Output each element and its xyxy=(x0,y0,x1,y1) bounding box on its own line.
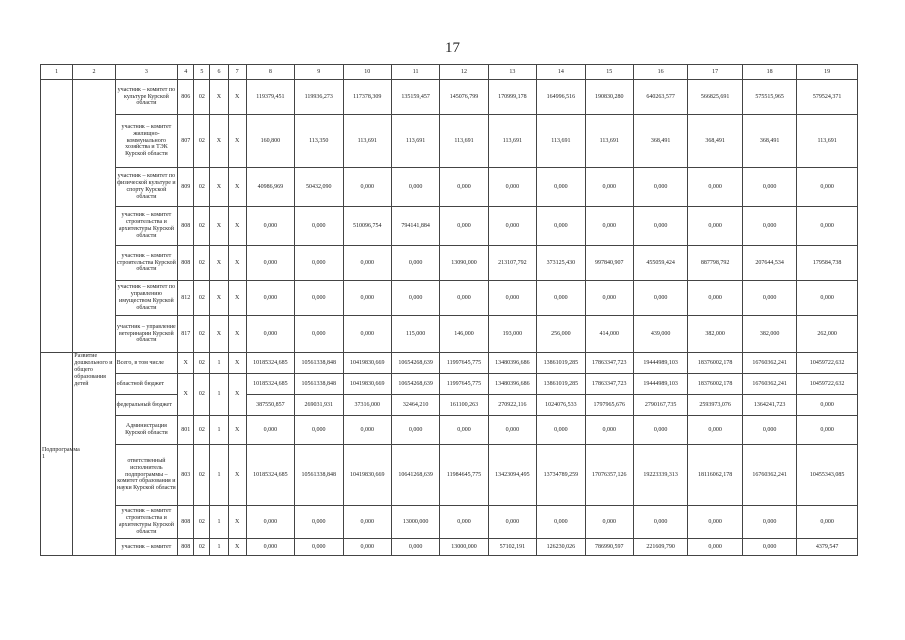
table-row xyxy=(41,316,858,353)
budget-table xyxy=(40,64,858,556)
value-cell: 0,000 xyxy=(742,281,796,316)
table-row xyxy=(41,168,858,207)
value-cell: 160,800 xyxy=(246,115,294,168)
value-cell: 0,000 xyxy=(742,416,796,445)
value-cell: 0,000 xyxy=(585,416,633,445)
header-cell: 7 xyxy=(228,65,246,80)
header-cell: 12 xyxy=(440,65,488,80)
table-row xyxy=(41,115,858,168)
value-cell: 13480396,686 xyxy=(488,374,536,395)
code-cell: Х xyxy=(178,374,194,416)
value-cell: 439,000 xyxy=(633,316,687,353)
value-cell: 0,000 xyxy=(440,281,488,316)
code-cell: 808 xyxy=(178,246,194,281)
value-cell: 113,691 xyxy=(391,115,439,168)
code-cell: 808 xyxy=(178,539,194,556)
value-cell: 113,691 xyxy=(797,115,858,168)
value-cell: 997840,907 xyxy=(585,246,633,281)
code-cell: Х xyxy=(228,168,246,207)
value-cell: 270922,116 xyxy=(488,395,536,416)
table-row xyxy=(41,539,858,556)
value-cell: 455059,424 xyxy=(633,246,687,281)
value-cell: 19444989,103 xyxy=(633,374,687,395)
value-cell: 0,000 xyxy=(295,281,343,316)
value-cell: 13480396,686 xyxy=(488,353,536,374)
code-cell: 02 xyxy=(194,246,210,281)
value-cell: 0,000 xyxy=(246,246,294,281)
value-cell: 0,000 xyxy=(537,207,585,246)
code-cell: 1 xyxy=(210,539,228,556)
value-cell: 135159,457 xyxy=(391,80,439,115)
value-cell: 17863347,723 xyxy=(585,353,633,374)
value-cell: 0,000 xyxy=(633,168,687,207)
value-cell: 113,350 xyxy=(295,115,343,168)
value-cell: 193,000 xyxy=(488,316,536,353)
value-cell: 0,000 xyxy=(688,506,742,539)
value-cell: 414,000 xyxy=(585,316,633,353)
code-cell: 02 xyxy=(194,207,210,246)
value-cell: 269031,931 xyxy=(295,395,343,416)
value-cell: 0,000 xyxy=(488,281,536,316)
value-cell: 0,000 xyxy=(246,316,294,353)
value-cell: 0,000 xyxy=(585,168,633,207)
value-cell: 13000,000 xyxy=(391,506,439,539)
value-cell: 16760362,241 xyxy=(742,353,796,374)
value-cell: 113,691 xyxy=(537,115,585,168)
code-cell: 02 xyxy=(194,115,210,168)
value-cell: 0,000 xyxy=(343,416,391,445)
code-cell: Х xyxy=(228,539,246,556)
value-cell: 0,000 xyxy=(343,506,391,539)
code-cell: 02 xyxy=(194,353,210,374)
value-cell: 0,000 xyxy=(343,281,391,316)
code-cell: Х xyxy=(228,506,246,539)
value-cell: 10654268,639 xyxy=(391,353,439,374)
value-cell: 10419830,669 xyxy=(343,353,391,374)
header-row xyxy=(41,65,858,80)
code-cell: 803 xyxy=(178,445,194,506)
header-cell: 11 xyxy=(391,65,439,80)
value-cell: 11997645,775 xyxy=(440,353,488,374)
value-cell: 0,000 xyxy=(585,281,633,316)
header-cell: 15 xyxy=(585,65,633,80)
value-cell: 18376002,178 xyxy=(688,374,742,395)
value-cell: 0,000 xyxy=(488,506,536,539)
value-cell: 10185324,685 xyxy=(246,374,294,395)
value-cell: 10459722,632 xyxy=(797,353,858,374)
code-cell: Х xyxy=(210,316,228,353)
value-cell: 179584,738 xyxy=(797,246,858,281)
value-cell: 368,491 xyxy=(633,115,687,168)
value-cell: 0,000 xyxy=(537,281,585,316)
header-cell: 18 xyxy=(742,65,796,80)
value-cell: 640263,577 xyxy=(633,80,687,115)
table-row xyxy=(41,281,858,316)
participant-cell: участник – комитет по культуре Курской области xyxy=(115,80,178,115)
header-cell: 14 xyxy=(537,65,585,80)
value-cell: 50432,090 xyxy=(295,168,343,207)
value-cell: 221609,790 xyxy=(633,539,687,556)
value-cell: 0,000 xyxy=(246,539,294,556)
value-cell: 0,000 xyxy=(440,506,488,539)
value-cell: 0,000 xyxy=(742,207,796,246)
value-cell: 164996,516 xyxy=(537,80,585,115)
value-cell: 0,000 xyxy=(633,207,687,246)
code-cell: Х xyxy=(228,207,246,246)
value-cell: 19444989,103 xyxy=(633,353,687,374)
value-cell: 0,000 xyxy=(488,207,536,246)
value-cell: 10654268,639 xyxy=(391,374,439,395)
table-row xyxy=(41,416,858,445)
header-cell: 10 xyxy=(343,65,391,80)
code-cell: 1 xyxy=(210,506,228,539)
value-cell: 0,000 xyxy=(688,539,742,556)
value-cell: 566825,691 xyxy=(688,80,742,115)
code-cell: 02 xyxy=(194,281,210,316)
participant-cell: областной бюджет xyxy=(115,374,178,395)
subprogram-title-cell: Развитие дошкольного и общего образования детей xyxy=(73,353,115,556)
table-row xyxy=(41,207,858,246)
value-cell: 16760362,241 xyxy=(742,445,796,506)
code-cell: Х xyxy=(178,353,194,374)
value-cell: 10419830,669 xyxy=(343,374,391,395)
table-row xyxy=(41,506,858,539)
table-row xyxy=(41,374,858,395)
value-cell: 113,691 xyxy=(343,115,391,168)
value-cell: 0,000 xyxy=(797,506,858,539)
code-cell: Х xyxy=(228,80,246,115)
code-cell: Х xyxy=(228,374,246,416)
code-cell: Х xyxy=(228,316,246,353)
code-cell: 1 xyxy=(210,445,228,506)
value-cell: 0,000 xyxy=(343,246,391,281)
value-cell: 0,000 xyxy=(391,168,439,207)
value-cell: 11984645,775 xyxy=(440,445,488,506)
value-cell: 32464,210 xyxy=(391,395,439,416)
value-cell: 126230,026 xyxy=(537,539,585,556)
code-cell: 02 xyxy=(194,316,210,353)
value-cell: 10455343,085 xyxy=(797,445,858,506)
header-cell: 17 xyxy=(688,65,742,80)
value-cell: 0,000 xyxy=(537,506,585,539)
participant-cell: Всего, в том числе xyxy=(115,353,178,374)
code-cell: Х xyxy=(228,281,246,316)
value-cell: 0,000 xyxy=(391,539,439,556)
value-cell: 57102,191 xyxy=(488,539,536,556)
value-cell: 0,000 xyxy=(797,168,858,207)
code-cell: 1 xyxy=(210,353,228,374)
header-cell: 2 xyxy=(73,65,115,80)
value-cell: 0,000 xyxy=(246,506,294,539)
header-cell: 8 xyxy=(246,65,294,80)
value-cell: 1024076,533 xyxy=(537,395,585,416)
value-cell: 10561338,848 xyxy=(295,374,343,395)
participant-cell: Администрация Курской области xyxy=(115,416,178,445)
value-cell: 1364241,723 xyxy=(742,395,796,416)
value-cell: 387550,857 xyxy=(246,395,294,416)
value-cell: 0,000 xyxy=(688,416,742,445)
value-cell: 10561338,848 xyxy=(295,445,343,506)
code-cell: 817 xyxy=(178,316,194,353)
value-cell: 0,000 xyxy=(742,168,796,207)
value-cell: 0,000 xyxy=(391,281,439,316)
value-cell: 1797965,676 xyxy=(585,395,633,416)
value-cell: 40986,969 xyxy=(246,168,294,207)
value-cell: 0,000 xyxy=(797,281,858,316)
value-cell: 0,000 xyxy=(633,416,687,445)
value-cell: 17863347,723 xyxy=(585,374,633,395)
value-cell: 0,000 xyxy=(246,416,294,445)
value-cell: 0,000 xyxy=(295,246,343,281)
value-cell: 0,000 xyxy=(440,416,488,445)
value-cell: 786990,597 xyxy=(585,539,633,556)
value-cell: 256,000 xyxy=(537,316,585,353)
value-cell: 0,000 xyxy=(488,416,536,445)
code-cell: 807 xyxy=(178,115,194,168)
value-cell: 119379,451 xyxy=(246,80,294,115)
value-cell: 146,000 xyxy=(440,316,488,353)
value-cell: 18376002,178 xyxy=(688,353,742,374)
participant-cell: участник – комитет строительства и архитектуры Курской области xyxy=(115,506,178,539)
value-cell: 0,000 xyxy=(343,168,391,207)
value-cell: 37316,000 xyxy=(343,395,391,416)
table-row xyxy=(41,80,858,115)
code-cell: Х xyxy=(210,80,228,115)
value-cell: 794141,884 xyxy=(391,207,439,246)
value-cell: 113,691 xyxy=(585,115,633,168)
value-cell: 887798,792 xyxy=(688,246,742,281)
value-cell: 0,000 xyxy=(440,207,488,246)
program-cell xyxy=(41,80,73,353)
value-cell: 0,000 xyxy=(537,168,585,207)
code-cell: Х xyxy=(228,115,246,168)
value-cell: 13000,000 xyxy=(440,539,488,556)
program-title-cell xyxy=(73,80,115,353)
value-cell: 0,000 xyxy=(585,506,633,539)
participant-cell: ответственный исполнитель подпрограммы – комитет образования и науки Курской области xyxy=(115,445,178,506)
code-cell: 812 xyxy=(178,281,194,316)
value-cell: 10641268,639 xyxy=(391,445,439,506)
value-cell: 0,000 xyxy=(797,207,858,246)
table-row xyxy=(41,445,858,506)
code-cell: 1 xyxy=(210,374,228,416)
participant-cell: участник – комитет по управлению имуществом Курской области xyxy=(115,281,178,316)
value-cell: 0,000 xyxy=(343,539,391,556)
value-cell: 0,000 xyxy=(295,316,343,353)
code-cell: 02 xyxy=(194,506,210,539)
code-cell: 808 xyxy=(178,506,194,539)
value-cell: 262,000 xyxy=(797,316,858,353)
code-cell: 02 xyxy=(194,80,210,115)
value-cell: 10419830,669 xyxy=(343,445,391,506)
code-cell: Х xyxy=(210,168,228,207)
value-cell: 0,000 xyxy=(488,168,536,207)
table-row xyxy=(41,395,858,416)
value-cell: 0,000 xyxy=(295,506,343,539)
value-cell: 0,000 xyxy=(688,168,742,207)
value-cell: 0,000 xyxy=(391,416,439,445)
code-cell: 02 xyxy=(194,374,210,416)
participant-cell: участник – комитет жилищно-коммунального хозяйства и ТЭК Курской области xyxy=(115,115,178,168)
value-cell: 0,000 xyxy=(633,506,687,539)
value-cell: 4379,547 xyxy=(797,539,858,556)
code-cell: 02 xyxy=(194,168,210,207)
value-cell: 0,000 xyxy=(585,207,633,246)
code-cell: 1 xyxy=(210,416,228,445)
value-cell: 0,000 xyxy=(537,416,585,445)
value-cell: 10459722,632 xyxy=(797,374,858,395)
header-cell: 3 xyxy=(115,65,178,80)
code-cell: 02 xyxy=(194,539,210,556)
value-cell: 117378,309 xyxy=(343,80,391,115)
value-cell: 170999,178 xyxy=(488,80,536,115)
value-cell: 368,491 xyxy=(688,115,742,168)
participant-cell: участник – комитет строительства Курской области xyxy=(115,246,178,281)
value-cell: 0,000 xyxy=(295,539,343,556)
code-cell: 806 xyxy=(178,80,194,115)
value-cell: 115,000 xyxy=(391,316,439,353)
value-cell: 17076357,126 xyxy=(585,445,633,506)
value-cell: 16760362,241 xyxy=(742,374,796,395)
header-cell: 13 xyxy=(488,65,536,80)
code-cell: Х xyxy=(228,353,246,374)
value-cell: 13734789,259 xyxy=(537,445,585,506)
code-cell: Х xyxy=(210,115,228,168)
value-cell: 510096,754 xyxy=(343,207,391,246)
value-cell: 373125,430 xyxy=(537,246,585,281)
value-cell: 0,000 xyxy=(797,416,858,445)
participant-cell: федеральный бюджет xyxy=(115,395,178,416)
table-row xyxy=(41,353,858,374)
value-cell: 161100,263 xyxy=(440,395,488,416)
header-cell: 19 xyxy=(797,65,858,80)
value-cell: 19223339,313 xyxy=(633,445,687,506)
header-cell: 4 xyxy=(178,65,194,80)
value-cell: 113,691 xyxy=(488,115,536,168)
header-cell: 16 xyxy=(633,65,687,80)
value-cell: 213107,792 xyxy=(488,246,536,281)
value-cell: 11997645,775 xyxy=(440,374,488,395)
value-cell: 13090,000 xyxy=(440,246,488,281)
code-cell: 02 xyxy=(194,445,210,506)
value-cell: 0,000 xyxy=(633,281,687,316)
header-cell: 9 xyxy=(295,65,343,80)
value-cell: 575515,965 xyxy=(742,80,796,115)
value-cell: 0,000 xyxy=(440,168,488,207)
participant-cell: участник – комитет строительства и архитектуры Курской области xyxy=(115,207,178,246)
code-cell: 801 xyxy=(178,416,194,445)
code-cell: 02 xyxy=(194,416,210,445)
header-cell: 1 xyxy=(41,65,73,80)
code-cell: Х xyxy=(228,246,246,281)
value-cell: 368,491 xyxy=(742,115,796,168)
value-cell: 382,000 xyxy=(688,316,742,353)
value-cell: 207644,534 xyxy=(742,246,796,281)
participant-cell: участник – комитет по физической культуре и спорту Курской области xyxy=(115,168,178,207)
value-cell: 0,000 xyxy=(742,539,796,556)
header-cell: 6 xyxy=(210,65,228,80)
code-cell: Х xyxy=(228,445,246,506)
value-cell: 10185324,685 xyxy=(246,445,294,506)
value-cell: 18116062,178 xyxy=(688,445,742,506)
value-cell: 13423094,495 xyxy=(488,445,536,506)
value-cell: 0,000 xyxy=(246,281,294,316)
value-cell: 190830,280 xyxy=(585,80,633,115)
value-cell: 119936,273 xyxy=(295,80,343,115)
value-cell: 0,000 xyxy=(688,207,742,246)
table-row xyxy=(41,246,858,281)
header-cell: 5 xyxy=(194,65,210,80)
value-cell: 0,000 xyxy=(295,207,343,246)
value-cell: 0,000 xyxy=(797,395,858,416)
value-cell: 145076,799 xyxy=(440,80,488,115)
value-cell: 0,000 xyxy=(246,207,294,246)
value-cell: 2790167,735 xyxy=(633,395,687,416)
participant-cell: участник – комитет xyxy=(115,539,178,556)
code-cell: 809 xyxy=(178,168,194,207)
value-cell: 13861019,285 xyxy=(537,353,585,374)
value-cell: 0,000 xyxy=(295,416,343,445)
code-cell: Х xyxy=(210,246,228,281)
value-cell: 10561338,848 xyxy=(295,353,343,374)
participant-cell: участник – управление ветеринарии Курской области xyxy=(115,316,178,353)
value-cell: 2593973,076 xyxy=(688,395,742,416)
code-cell: 808 xyxy=(178,207,194,246)
value-cell: 579524,371 xyxy=(797,80,858,115)
value-cell: 13861019,285 xyxy=(537,374,585,395)
code-cell: Х xyxy=(210,281,228,316)
value-cell: 0,000 xyxy=(688,281,742,316)
subprogram-cell: Подпрограмма 1 xyxy=(41,353,73,556)
value-cell: 0,000 xyxy=(391,246,439,281)
value-cell: 0,000 xyxy=(742,506,796,539)
value-cell: 0,000 xyxy=(343,316,391,353)
value-cell: 113,691 xyxy=(440,115,488,168)
page-number: 17 xyxy=(445,40,460,56)
value-cell: 382,000 xyxy=(742,316,796,353)
value-cell: 10185324,685 xyxy=(246,353,294,374)
code-cell: Х xyxy=(210,207,228,246)
code-cell: Х xyxy=(228,416,246,445)
